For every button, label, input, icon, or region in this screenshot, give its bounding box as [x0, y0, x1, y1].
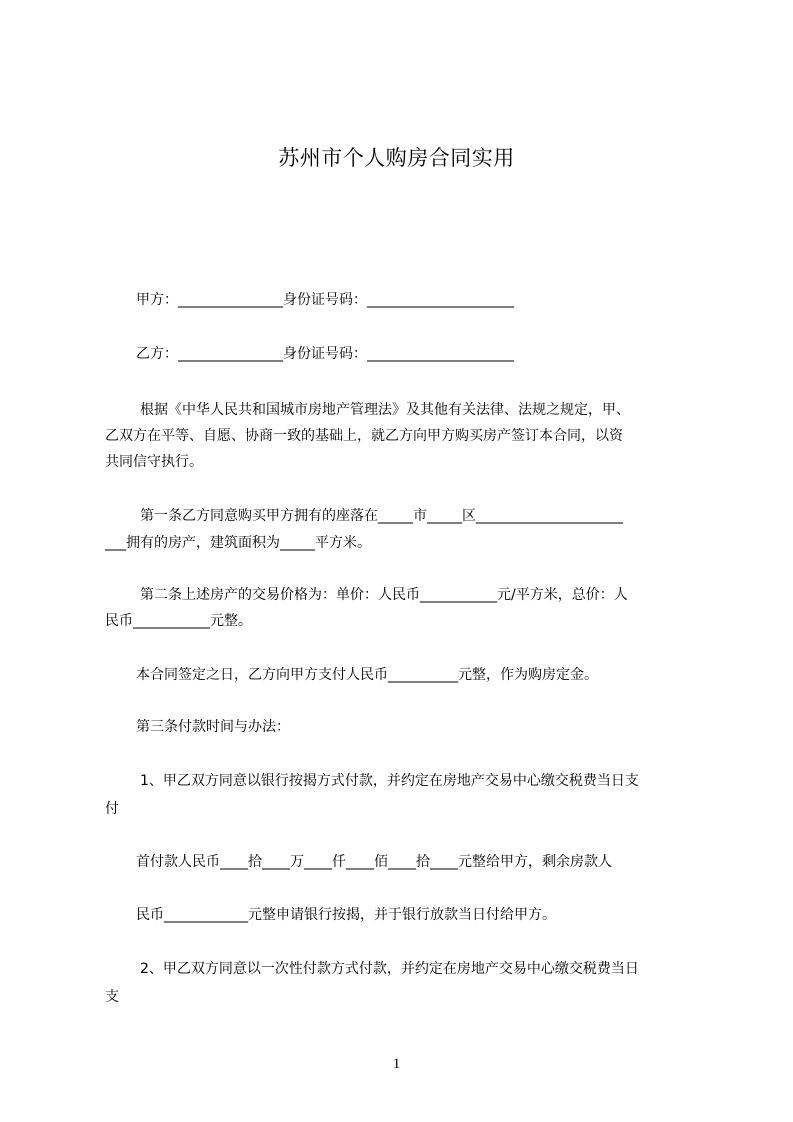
preamble-line-2: 乙双方在平等、自愿、协商一致的基础上，就乙方向甲方购买房产签订本合同，以资 [105, 428, 623, 444]
page-number: 1 [392, 1056, 401, 1072]
document-title: 苏州市个人购房合同实用 [278, 146, 515, 170]
party-b-line: 乙方：_______________身份证号码：_____________________ [136, 346, 514, 362]
deposit-line: 本合同签定之日，乙方向甲方支付人民币__________元整，作为购房定金。 [136, 667, 598, 683]
article-3-heading: 第三条付款时间与办法： [136, 719, 290, 735]
article-1-line-2: ___拥有的房产，建筑面积为_____平方米。 [105, 535, 371, 551]
clause-1-line-1: 1、甲乙双方同意以银行按揭方式付款，并约定在房地产交易中心缴交税费当日支 [140, 773, 639, 789]
article-1-line-1: 第一条乙方同意购买甲方拥有的座落在_____市_____区_____________________ [140, 508, 623, 524]
mortgage-line: 民币____________元整申请银行按揭，并于银行放款当日付给甲方。 [136, 907, 556, 923]
down-payment-line: 首付款人民币____拾____万____仟____佰____拾____元整给甲方，剩余房款人 [136, 854, 612, 870]
article-2-line-2: 民币___________元整。 [105, 613, 252, 629]
clause-2-line-1: 2、甲乙双方同意以一次性付款方式付款，并约定在房地产交易中心缴交税费当日 [140, 961, 639, 977]
clause-1-line-2: 付 [105, 801, 119, 817]
preamble-line-1: 根据《中华人民共和国城市房地产管理法》及其他有关法律、法规之规定，甲、 [140, 402, 630, 418]
preamble-line-3: 共同信守执行。 [105, 454, 203, 470]
party-a-line: 甲方：_______________身份证号码：_____________________ [136, 292, 514, 308]
article-2-line-1: 第二条上述房产的交易价格为：单价：人民币___________元/平方米，总价：人 [140, 587, 628, 603]
clause-2-line-2: 支 [105, 989, 119, 1005]
